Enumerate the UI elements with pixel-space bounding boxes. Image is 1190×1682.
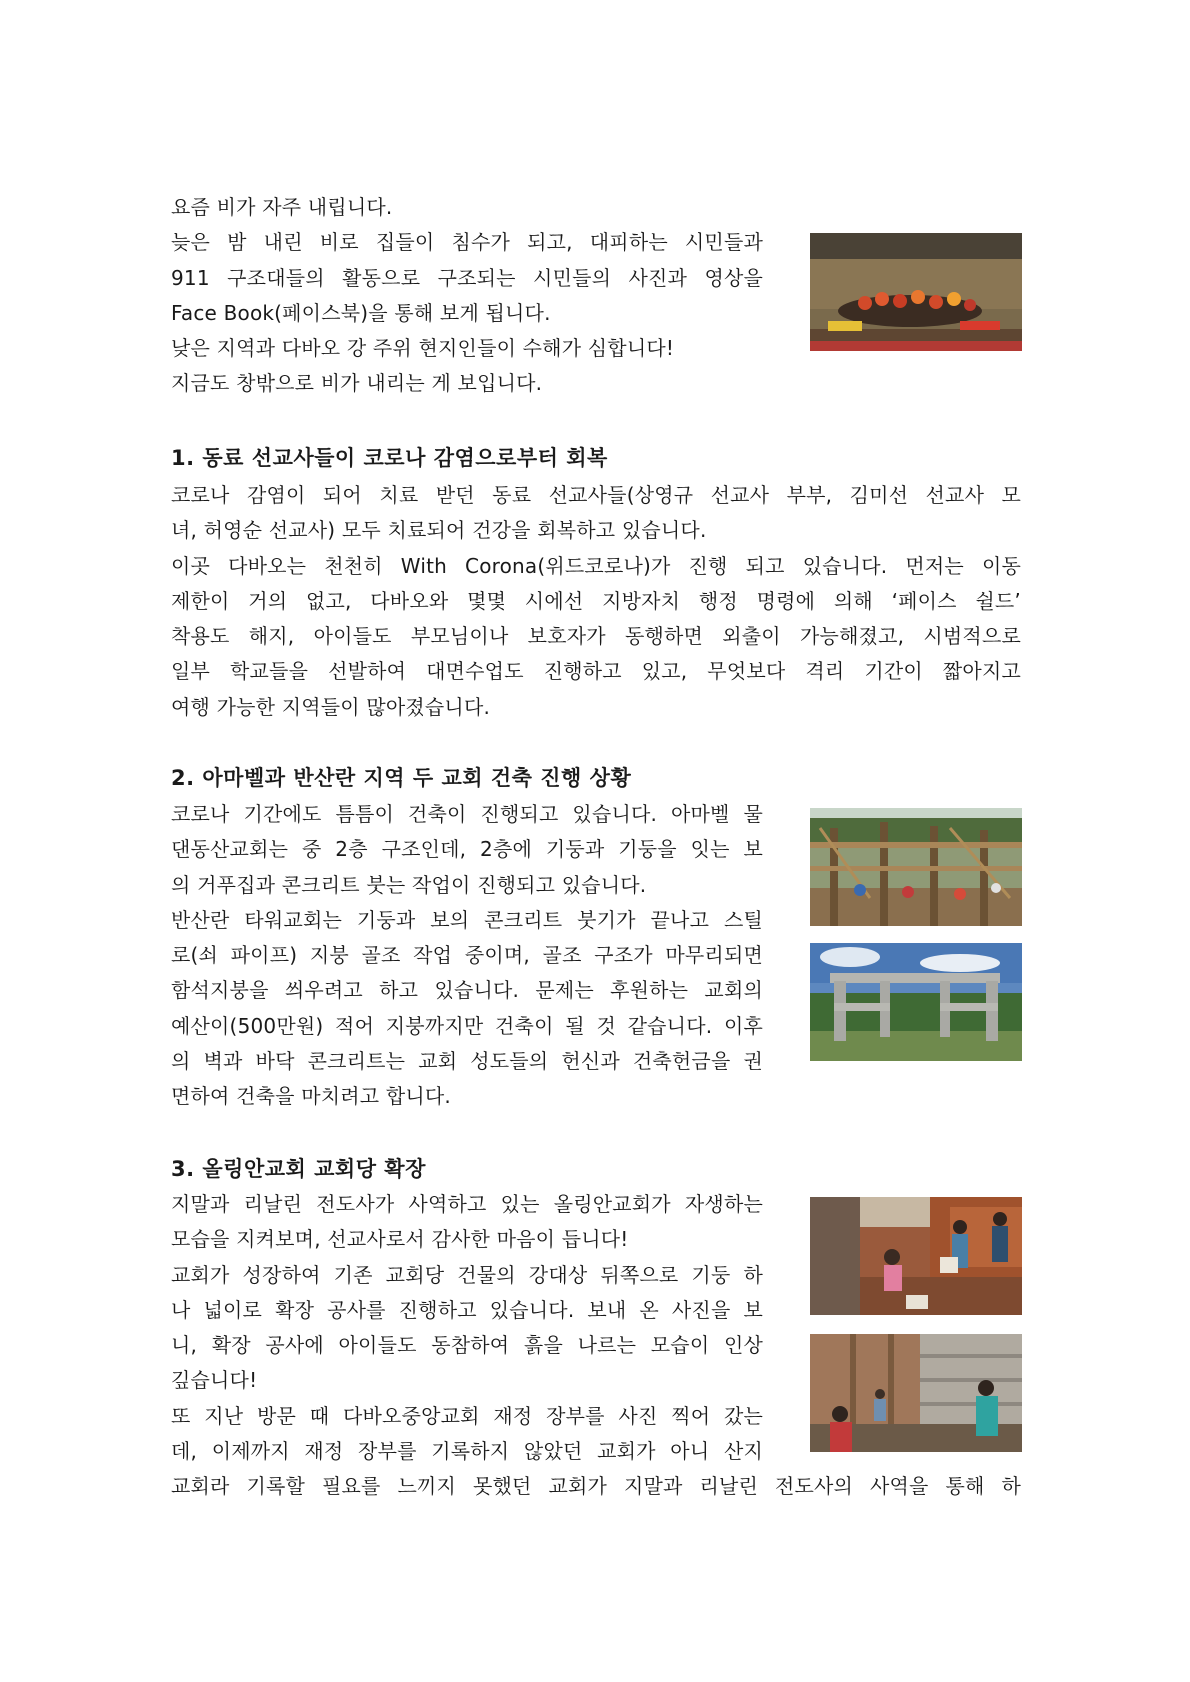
section-1-heading: 1. 동료 선교사들이 코로나 감염으로부터 회복 bbox=[171, 446, 608, 470]
olingan-expansion-work-photo bbox=[810, 1334, 1022, 1452]
section-3-line: 지말과 리날린 전도사가 사역하고 있는 올링안교회가 자생하는 bbox=[171, 1192, 763, 1216]
section-1-paragraph bbox=[171, 478, 1021, 725]
intro-paragraph bbox=[171, 190, 763, 402]
section-2-line: 의 거푸집과 콘크리트 붓는 작업이 진행되고 있습니다. bbox=[171, 872, 647, 897]
section-1-line: 여행 가능한 지역들이 많아졌습니다. bbox=[171, 694, 491, 719]
section-2-heading: 2. 아마벨과 반산란 지역 두 교회 건축 진행 상황 bbox=[171, 766, 632, 790]
section-2-line: 예산이(500만원) 적어 지붕까지만 건축이 될 것 같습니다. 이후 bbox=[171, 1013, 763, 1038]
bansalan-church-construction-photo bbox=[810, 943, 1022, 1061]
section-3-paragraph bbox=[171, 1187, 763, 1469]
section-1-line: 제한이 거의 없고, 다바오와 몇몇 시에선 지방자치 행정 명령에 의해 ‘페이스 쉴드’ bbox=[171, 588, 1021, 613]
intro-line: 요즘 비가 자주 내립니다. bbox=[171, 195, 393, 219]
section-3-line: 모습을 지켜보며, 선교사로서 감사한 마음이 듭니다! bbox=[171, 1227, 629, 1252]
section-3-continuation bbox=[171, 1469, 1021, 1504]
olingan-children-carrying-soil-photo bbox=[810, 1197, 1022, 1315]
intro-line: 늦은 밤 내린 비로 집들이 침수가 되고, 대피하는 시민들과 bbox=[171, 230, 763, 255]
section-2-line: 반산란 타워교회는 기둥과 보의 콘크리트 붓기가 끝나고 스틸 bbox=[171, 907, 763, 932]
section-1-line: 이곳 다바오는 천천히 With Corona(위드코로나)가 진행 되고 있습니다. 먼저는 이동 bbox=[171, 553, 1021, 578]
section-3-line: 니, 확장 공사에 아이들도 동참하여 흙을 나르는 모습이 인상 bbox=[171, 1333, 763, 1358]
section-2-line: 면하여 건축을 마치려고 합니다. bbox=[171, 1084, 451, 1109]
section-1-line: 녀, 허영순 선교사) 모두 치료되어 건강을 회복하고 있습니다. bbox=[171, 518, 707, 543]
section-3-line: 깊습니다! bbox=[171, 1368, 258, 1393]
section-1-line: 코로나 감염이 되어 치료 받던 동료 선교사들(상영규 선교사 부부, 김미선 선교사 모 bbox=[171, 483, 1021, 507]
section-2-line: 코로나 기간에도 틈틈이 건축이 진행되고 있습니다. 아마벨 물 bbox=[171, 802, 763, 826]
flood-rescue-photo bbox=[810, 233, 1022, 351]
section-3-line: 교회라 기록할 필요를 느끼지 못했던 교회가 지말과 리날린 전도사의 사역을 통해 하 bbox=[171, 1474, 1021, 1498]
section-2-line: 함석지붕을 씌우려고 하고 있습니다. 문제는 후원하는 교회의 bbox=[171, 978, 763, 1003]
section-1-line: 일부 학교들을 선발하여 대면수업도 진행하고 있고, 무엇보다 격리 기간이 짧아지고 bbox=[171, 659, 1021, 684]
intro-line: 낮은 지역과 다바오 강 주위 현지인들이 수해가 심합니다! bbox=[171, 336, 675, 361]
section-3-line: 데, 이제까지 재정 장부를 기록하지 않았던 교회가 아니 산지 bbox=[171, 1439, 763, 1464]
section-1-line: 착용도 해지, 아이들도 부모님이나 보호자가 동행하면 외출이 가능해졌고, 시범적으로 bbox=[171, 624, 1021, 649]
section-3-line: 나 넓이로 확장 공사를 진행하고 있습니다. 보내 온 사진을 보 bbox=[171, 1297, 763, 1322]
section-3-line: 교회가 성장하여 기존 교회당 건물의 강대상 뒤쪽으로 기둥 하 bbox=[171, 1262, 763, 1287]
intro-line: Face Book(페이스북)을 통해 보게 됩니다. bbox=[171, 300, 551, 325]
section-2-line: 의 벽과 바닥 콘크리트는 교회 성도들의 헌신과 건축헌금을 권 bbox=[171, 1049, 763, 1074]
section-2-line: 댄동산교회는 중 2층 구조인데, 2층에 기둥과 기둥을 잇는 보 bbox=[171, 837, 763, 862]
intro-line: 911 구조대들의 활동으로 구조되는 시민들의 사진과 영상을 bbox=[171, 265, 763, 290]
section-2-line: 로(쇠 파이프) 지붕 골조 작업 중이며, 골조 구조가 마무리되면 bbox=[171, 943, 763, 968]
section-3-heading: 3. 올링안교회 교회당 확장 bbox=[171, 1157, 426, 1181]
intro-line: 지금도 창밖으로 비가 내리는 게 보입니다. bbox=[171, 371, 543, 396]
section-2-paragraph bbox=[171, 797, 763, 1115]
section-3-line: 또 지난 방문 때 다바오중앙교회 재정 장부를 사진 찍어 갔는 bbox=[171, 1403, 763, 1428]
amabel-church-construction-photo bbox=[810, 808, 1022, 926]
